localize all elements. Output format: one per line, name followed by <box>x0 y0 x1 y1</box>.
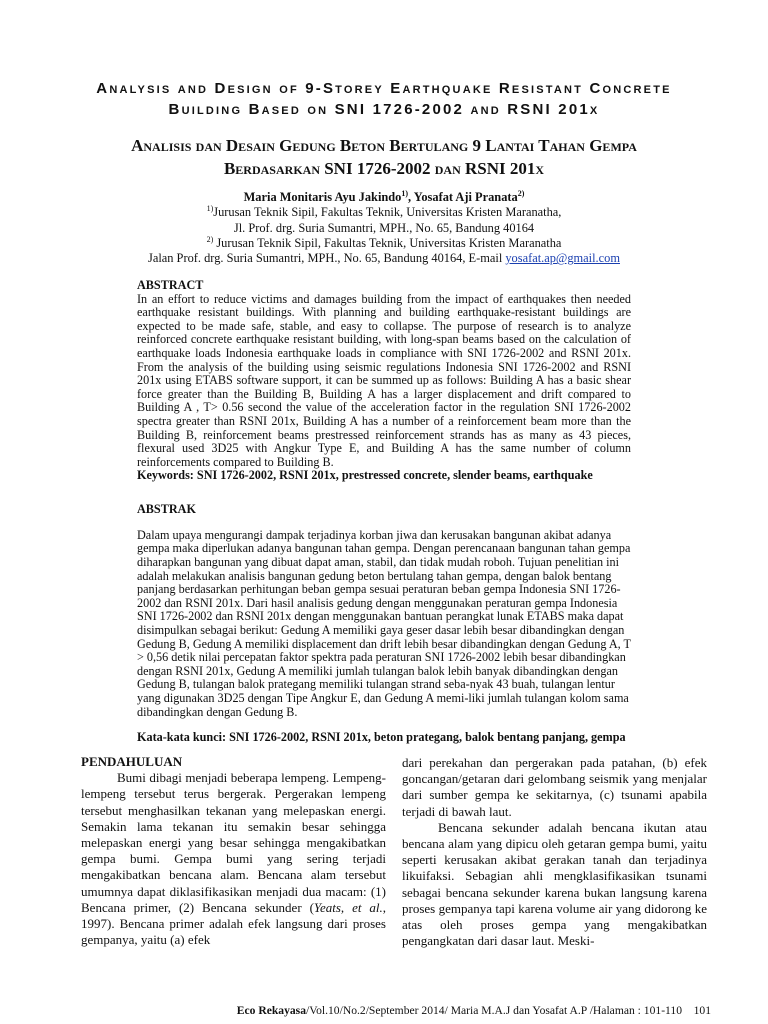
right-paragraph-1: dari perekahan dan pergerakan pada patahan, (b) efek goncangan/getaran dari gelombang seismik yang menjalar dari sumber gempa ke sekitarnya, (c) tsunami apabila terjadi di bawah laut. <box>402 755 707 819</box>
affiliation-2 <box>60 236 708 251</box>
author-1-affiliation-mark: 1) <box>401 188 409 198</box>
indonesian-title <box>60 134 708 180</box>
page-number: 101 <box>693 1004 711 1017</box>
affiliation-1 <box>60 205 708 220</box>
english-title-line-1: Analysis and Design of 9-Storey Earthquake Resistant Concrete <box>96 80 672 97</box>
abstract-text: In an effort to reduce victims and damages building from the impact of earthquakes then needed earthquake resistant buildings. With planning and building earthquake-resistant buildings are expected to be made safe, stable, and easy to collapse. The purpose of research is to analyze reinforced concrete earthquake resistant building, with long-span beams based on the calculation of earthquake loads Indonesia earthquake loads in compliance with SNI 1726-2002 and RSNI 201x. From the analysis of the building using seismic regulations Indonesia SNI 1726-2002 and RSNI 201x using ETABS software support, it can be summed up as follows: Building A has a basic shear force greater than the Building B, Building A has a larger displacement and drift compared to Building A , T> 0.56 second the value of the acceleration factor in the regulation SNI 1726-2002 spectra greater than RSNI 201x, Building A has a number of a reinforcement beam more than the Building B, reinforcement beams prestressed reinforcement strands has as many as 43 pieces, flexural used 3D25 with Angkur Type E, and Building A has the same number of column reinforcements compared to Building B. <box>137 291 631 469</box>
introduction-text-end: , 1997). Bencana primer adalah efek langsung dari proses gempanya, yaitu (a) efek <box>81 899 386 948</box>
introduction-heading: PENDAHULUAN <box>81 754 183 769</box>
affiliation-2-mark: 2) <box>206 234 214 244</box>
indonesian-title-line-2: Berdasarkan SNI 1726-2002 dan RSNI 201x <box>223 159 545 178</box>
english-title-line-2: Building Based on SNI 1726-2002 and RSNI 201x <box>168 101 600 118</box>
page-footer <box>180 1004 711 1018</box>
right-paragraph-2: Bencana sekunder adalah bencana ikutan atau bencana alam yang dipicu oleh getaran gempa bumi, yaitu seperti kerusakan akibat gerakan tanah dan terjadinya likuifaksi. Sebagian ahli mengklasifikasikan tsunami sebagai bencana sekunder karena bukan langsung karena proses gempanya tapi karena volume air yang didorong ke atas oleh proses gempa yang mengakibatkan pengangkatan dari dasar laut. Meski- <box>402 819 707 949</box>
journal-name: Eco Rekayasa <box>236 1004 306 1017</box>
affiliation-2-line-1: Jurusan Teknik Sipil, Fakultas Teknik, Universitas Kristen Maranatha <box>213 235 562 250</box>
email-link[interactable]: yosafat.ap@gmail.com <box>505 251 620 266</box>
author-2: , Yosafat Aji Pranata <box>408 190 518 204</box>
affiliation-1-line-1: Jurusan Teknik Sipil, Fakultas Teknik, Universitas Kristen Maranatha, <box>213 205 562 220</box>
citation: Yeats, et al. <box>313 899 383 915</box>
author-block <box>60 190 708 266</box>
abstract-heading: ABSTRACT <box>137 278 204 292</box>
author-1: Maria Monitaris Ayu Jakindo <box>243 190 402 204</box>
indonesian-title-line-1: Analisis dan Desain Gedung Beton Bertulang 9 Lantai Tahan Gempa <box>131 136 637 155</box>
author-2-affiliation-mark: 2) <box>517 188 525 198</box>
abstrak-heading: ABSTRAK <box>137 502 196 516</box>
introduction-paragraph-1 <box>81 770 386 948</box>
body-left-column <box>81 754 386 948</box>
abstrak-section <box>137 503 631 745</box>
affiliation-1-mark: 1) <box>206 204 214 214</box>
affiliation-1-address: Jl. Prof. drg. Suria Sumantri, MPH., No. 65, Bandung 40164 <box>233 220 535 235</box>
introduction-text: Bumi dibagi menjadi beberapa lempeng. Lempeng-lempeng tersebut terus bergerak. Pergerakan lempeng tersebut menghasilkan tekanan yang melepaskan energi. Semakin lama tekanan itu semakin besar sehingga melepaskan energi yang besar sehingga mengakibatkan gempa bumi. Gempa bumi yang sering terjadi mengakibatkan bencana alam. Bencana alam tersebut umumnya dapat diklasifikasikan menjadi dua macam: (1) Bencana primer, (2) Bencana sekunder ( <box>81 770 386 915</box>
abstract-keywords: Keywords: SNI 1726-2002, RSNI 201x, prestressed concrete, slender beams, earthquake <box>137 468 593 483</box>
journal-details: /Vol.10/No.2/September 2014/ Maria M.A.J dan Yosafat A.P /Halaman : 101-110 <box>306 1004 683 1017</box>
body-right-column <box>402 755 707 949</box>
abstract-section <box>137 279 631 483</box>
abstrak-keywords: Kata-kata kunci: SNI 1726-2002, RSNI 201x, beton prategang, balok bentang panjang, gempa <box>137 730 626 745</box>
abstrak-text: Dalam upaya mengurangi dampak terjadinya korban jiwa dan kerusakan bangunan akibat adanya gempa maka diperlukan adanya bangunan tahan gempa. Dengan perencanaan bangunan tahan gempa diharapkan bangunan yang dibuat dapat aman, stabil, dan tidak mudah roboh. Tujuan penelitian ini adalah melakukan analisis bangunan gedung beton bertulang tahan gempa, dengan balok bentang panjang berdasarkan perhitungan beban gempa sesuai peraturan beban gempa Indonesia SNI 1726-2002 dan RSNI 201x. Dari hasil analisis gedung dengan menggunakan peraturan gempa Indonesia SNI 1726-2002 dan RSNI 201x dengan menggunakan bantuan perangkat lunak ETABS maka dapat disimpulkan sebagai berikut: Gedung A memiliki gaya geser dasar lebih besar dibandingkan dengan Gedung B, Gedung A memiliki displacement dan drift lebih besar dibandingkan dengan Gedung A, T > 0,56 detik nilai percepatan faktor spektra pada peraturan SNI 1726-2002 lebih besar dibandingkan dengan RSNI 201x, Gedung A memiliki jumlah tulangan balok lebih banyak dibandingkan dengan Gedung B, tulangan balok prategang memiliki tulangan strand seba-nyak 43 buah, tulangan lentur yang digunakan 3D25 dengan Tipe Angkur E, dan Gedung A memi-liki jumlah tulangan kolom sama dibandingkan dengan Gedung B. <box>137 527 631 719</box>
affiliation-2-line-2: Jalan Prof. drg. Suria Sumantri, MPH., No. 65, Bandung 40164, E-mail <box>148 251 506 266</box>
affiliation-2-address <box>60 251 708 266</box>
author-names <box>60 190 708 205</box>
english-title <box>60 78 708 120</box>
